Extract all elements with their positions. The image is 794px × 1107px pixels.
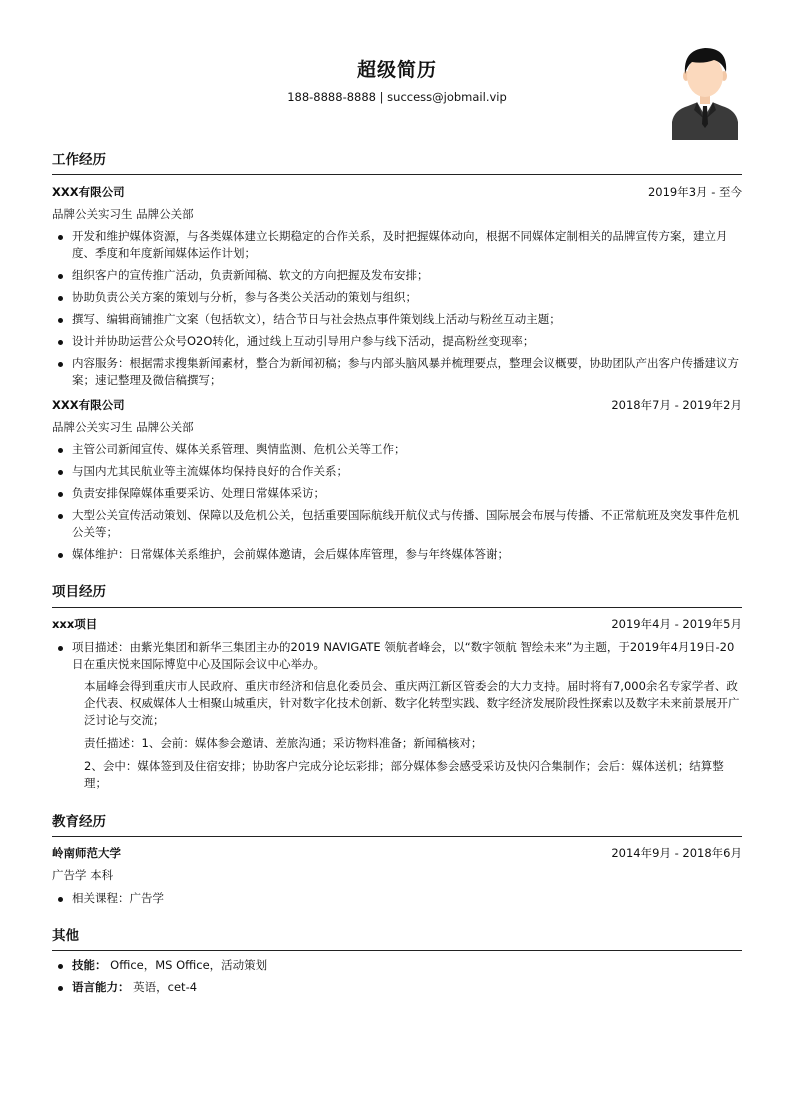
projects-section xyxy=(52,582,742,791)
work-entry xyxy=(52,181,742,389)
project-paragraph: 2、会中：媒体签到及住宿安排；协助客户完成分论坛彩排；部分媒体参会感受采访及快闪合集制作；会后：媒体送机；结算整理； xyxy=(84,758,724,790)
resume-header xyxy=(52,0,742,148)
project-entry-head xyxy=(52,614,742,636)
education-date: 2014年9月 - 2018年6月 xyxy=(611,846,742,861)
list-item: 大型公关宣传活动策划、保障以及危机公关，包括重要国际航线开航仪式与传播、国际展会布展与传播、不正常航班及突发事件危机公关等； xyxy=(52,507,742,541)
school-name: 岭南师范大学 xyxy=(52,846,121,861)
work-date: 2018年7月 - 2019年2月 xyxy=(611,397,742,412)
list-item: 撰写、编辑商铺推广文案（包括软文），结合节日与社会热点事件策划线上活动与粉丝互动主题； xyxy=(52,311,742,328)
work-section-title: 工作经历 xyxy=(52,150,742,175)
list-item: 媒体维护：日常媒体关系维护，会前媒体邀请，会后媒体库管理，参与年终媒体答谢； xyxy=(52,546,742,563)
education-degree: 广告学 本科 xyxy=(52,868,114,883)
work-section xyxy=(52,150,742,563)
contact-info: 188-8888-8888 | success@jobmail.vip xyxy=(287,90,507,104)
language-value: 英语，cet-4 xyxy=(133,980,198,994)
skill-value: Office，MS Office，活动策划 xyxy=(110,958,268,972)
list-item: 主管公司新闻宣传、媒体关系管理、舆情监测、危机公关等工作； xyxy=(52,441,742,458)
other-section xyxy=(52,926,742,996)
list-item: 项目描述：由紫光集团和新华三集团主办的2019 NAVIGATE 领航者峰会，以“数字领航 智绘未来”为主题，于2019年4月19日-20日在重庆悦来国际博览中心及国际会议中心举办。 xyxy=(52,639,742,673)
project-paragraph: 责任描述：1、会前：媒体参会邀请、差旅沟通；采访物料准备；新闻稿核对； xyxy=(84,735,483,750)
skill-label: 技能： xyxy=(72,958,107,972)
list-item xyxy=(52,979,742,996)
work-entry-head xyxy=(52,181,742,203)
work-role: 品牌公关实习生 品牌公关部 xyxy=(52,206,194,221)
company-name: XXX有限公司 xyxy=(52,184,125,199)
list-item: 开发和维护媒体资源，与各类媒体建立长期稳定的合作关系，及时把握媒体动向，根据不同媒体定制相关的品牌宣传方案，建立月度、季度和年度新闻媒体运作计划； xyxy=(52,228,742,262)
company-name: XXX有限公司 xyxy=(52,397,125,412)
project-name: xxx项目 xyxy=(52,616,98,631)
list-item: 相关课程：广告学 xyxy=(52,890,742,907)
list-item: 与国内尤其民航业等主流媒体均保持良好的合作关系； xyxy=(52,463,742,480)
projects-section-title: 项目经历 xyxy=(52,582,742,607)
list-item: 内容服务：根据需求搜集新闻素材，整合为新闻初稿；参与内部头脑风暴并梳理要点，整理会议概要，协助团队产出客户传播建议方案；速记整理及微信稿撰写； xyxy=(52,355,742,389)
resume-page xyxy=(52,0,742,1001)
list-item: 协助负责公关方案的策划与分析，参与各类公关活动的策划与组织； xyxy=(52,289,742,306)
page-title: 超级简历 xyxy=(356,59,437,81)
list-item: 设计并协助运营公众号O2O转化，通过线上互动引导用户参与线下活动，提高粉丝变现率； xyxy=(52,333,742,350)
education-section-title: 教育经历 xyxy=(52,812,742,837)
education-section xyxy=(52,812,742,907)
project-bullets xyxy=(52,639,742,673)
project-paragraph: 本届峰会得到重庆市人民政府、重庆市经济和信息化委员会、重庆两江新区管委会的大力支持。届时将有7,000余名专家学者、政企代表、权威媒体人士相聚山城重庆，针对数字化技术创新、数字化转型实践、数字经济发展阶段性探索以及数字未来前景展开广泛讨论与交流； xyxy=(84,678,740,727)
work-bullets xyxy=(52,441,742,563)
work-entry-head xyxy=(52,394,742,416)
work-bullets xyxy=(52,228,742,389)
education-entry-head xyxy=(52,843,742,865)
other-section-title: 其他 xyxy=(52,926,742,951)
work-date: 2019年3月 - 至今 xyxy=(647,184,742,199)
list-item xyxy=(52,957,742,974)
language-label: 语言能力： xyxy=(72,980,130,994)
other-bullets xyxy=(52,957,742,996)
list-item: 组织客户的宣传推广活动，负责新闻稿、软文的方向把握及发布安排； xyxy=(52,267,742,284)
project-date: 2019年4月 - 2019年5月 xyxy=(611,616,742,631)
list-item: 负责安排保障媒体重要采访、处理日常媒体采访； xyxy=(52,485,742,502)
education-bullets xyxy=(52,890,742,907)
avatar-icon xyxy=(670,44,740,140)
work-role: 品牌公关实习生 品牌公关部 xyxy=(52,419,194,434)
work-entry xyxy=(52,394,742,563)
